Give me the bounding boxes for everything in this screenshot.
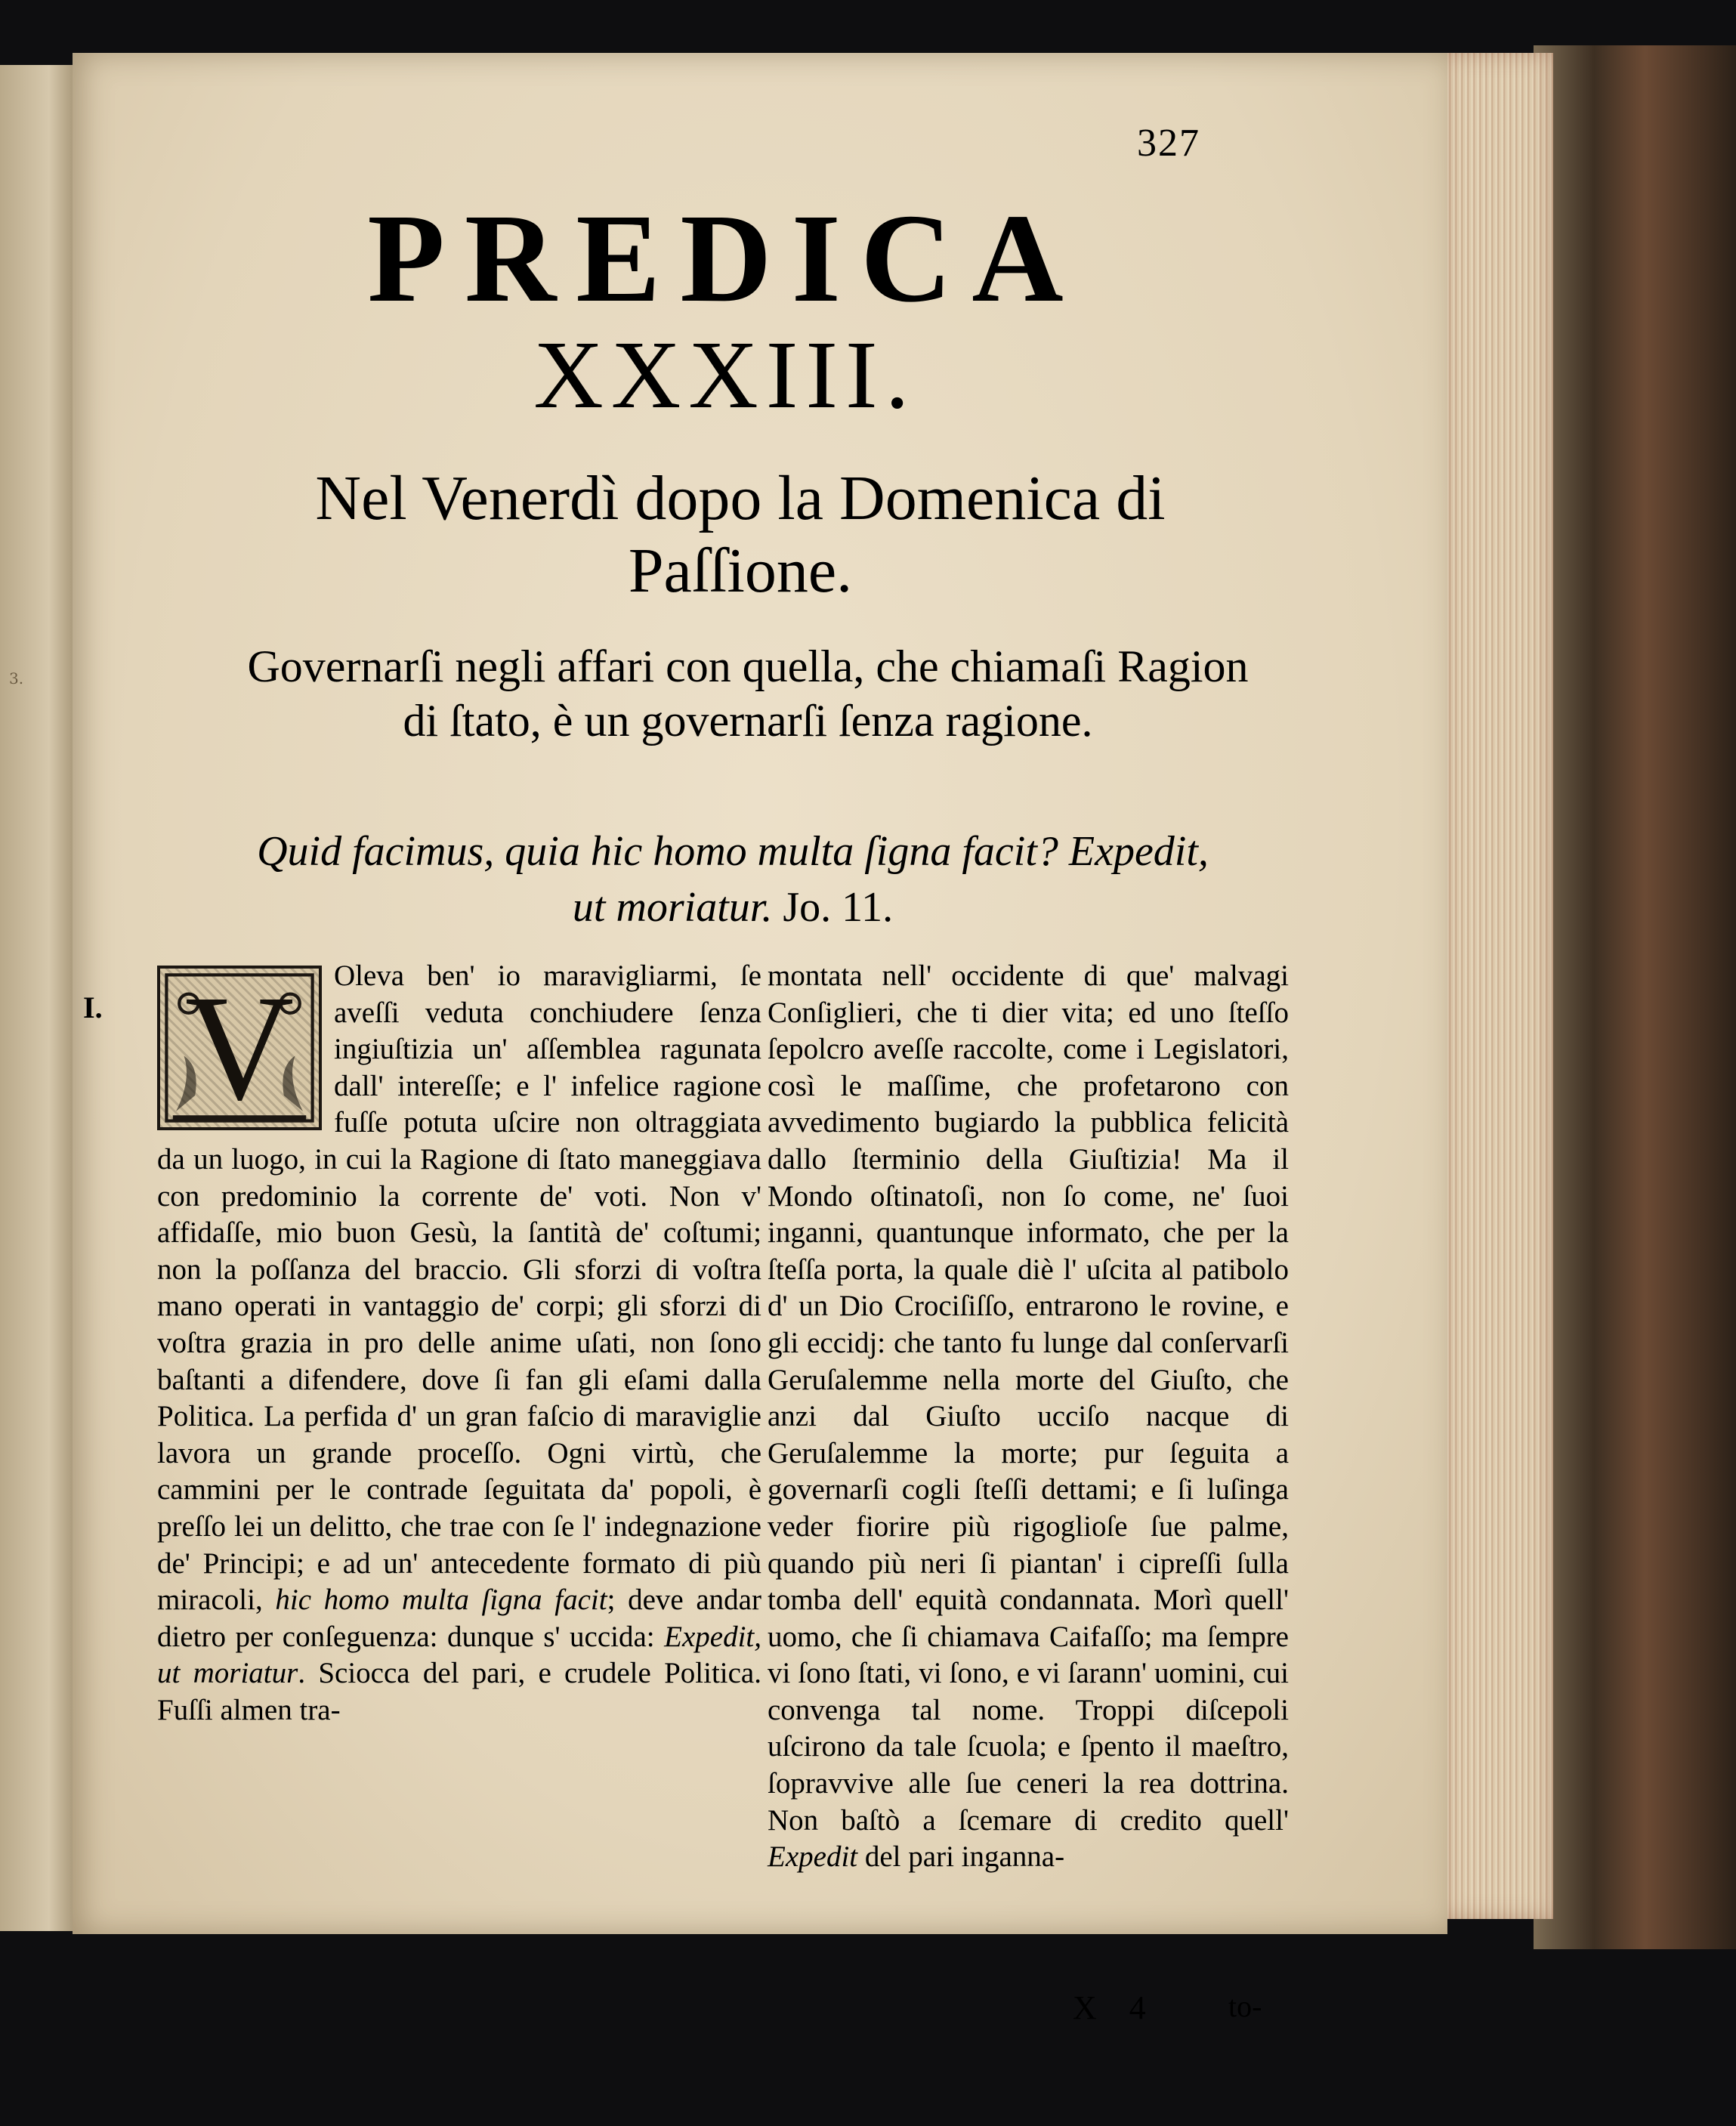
- left-column-middle: ; deve andar dietro per conſeguenza: dunque s' uccida:: [157, 1584, 761, 1653]
- ornamental-dropcap: [157, 966, 322, 1130]
- book-cover-edge: [1534, 45, 1736, 1949]
- catchword: to-: [1228, 1989, 1262, 2023]
- dropcap-letter: V: [184, 965, 295, 1132]
- epigraph: [242, 824, 1224, 935]
- right-column-text: montata nell' occidente di que' malvagi Conſiglieri, che ti dier vita; ed uno ſteſſo ſepolcro aveſſe raccolte, come i Legislatori, così le maſſime, che profetarono con avvedimento bugiardo la pubblica felicità dallo ſterminio della Giuſtizia! Ma il Mondo oſtinatoſi, non ſo come, ne' ſuoi inganni, quantunque informato, che per la ſteſſa porta, la quale diè l' uſcita al patibolo d' un Dio Crociſiſſo, entrarono le rovine, e gli eccidj: che tanto fu lunge dal conſervarſi Geruſalemme nella morte del Giuſto, che anzi dal Giuſto ucciſo nacque di Geruſalemme la morte; pur ſeguita a governarſi cogli ſteſſi dettami; e ſi luſinga veder fiorire più rigoglioſe ſue palme, quando più neri ſi piantan' i cipreſſi ſulla tomba dell' equità condannata. Morì quell' uomo, che ſi chiamava Caifaſſo; ma ſempre vi ſono ſtati, vi ſono, e vi ſarann' uomini, cui convenga tal nome. Troppi diſcepoli uſcirono da tale ſcuola; e ſpento il maeſtro, ſopravvive alle ſue ceneri la rea dottrina. Non baſtò a ſcemare di credito quell': [768, 959, 1289, 1837]
- body-right-column: [768, 958, 1289, 1876]
- sermon-title: PREDICA: [367, 188, 1083, 329]
- epigraph-reference: Jo. 11.: [783, 884, 894, 931]
- sermon-numeral: XXXIII.: [533, 321, 917, 428]
- page-block-edges: [1440, 53, 1553, 1919]
- right-column-closing: del pari inganna-: [864, 1840, 1065, 1874]
- left-column-closing: . Sciocca del pari, e crudele Politica. Fuſſi almen tra-: [157, 1657, 761, 1726]
- sermon-topic: Governarſi negli affari con quella, che chiamaſi Ragion di ſtato, è un governarſi ſenza ragione.: [247, 641, 1249, 746]
- sermon-subtitle: Nel Venerdì dopo la Domenica di Paſſione.: [315, 463, 1166, 606]
- signature-mark: X 4: [1073, 1989, 1158, 2026]
- left-page-fragment: 3.: [9, 669, 24, 688]
- left-column-italic-2: Expedit, ut moriatur: [157, 1620, 762, 1690]
- page-number: 327: [1137, 122, 1200, 165]
- marginal-section-number: I.: [83, 990, 103, 1024]
- epigraph-quote: Quid facimus, quia hic homo multa ſigna facit? Expedit, ut moriatur.: [257, 828, 1209, 931]
- right-column-italic: Expedit: [768, 1840, 858, 1874]
- left-column-opening: Oleva ben' io maravigliarmi, ſe aveſſi veduta conchiudere ſenza ingiuſtizia un' aſſemblea ragunata dall' intereſſe; e l' infelice ragione fuſſe potuta uſcire non oltraggiata da un luogo, in cui la Ragione di ſtato maneggiava con predominio la corrente de' voti. Non v' affidaſſe, mio buon Gesù, la ſantità de' coſtumi; non la poſſanza del braccio. Gli sforzi di voſtra mano operati in vantaggio de' corpi; gli sforzi di voſtra grazia in pro delle anime uſati, non ſono baſtanti a difendere, dove ſi fan gli eſami dalla Politica. La perfida d' un gran faſcio di maraviglie lavora un grande proceſſo. Ogni virtù, che cammini per le contrade ſeguitata da' popoli, è preſſo lei un delitto, che trae con ſe l' indegnazione de' Principi; e ad un' antecedente formato di più miracoli,: [157, 959, 761, 1617]
- body-left-column: [157, 958, 761, 1729]
- left-column-italic-1: hic homo multa ſigna facit: [275, 1584, 607, 1617]
